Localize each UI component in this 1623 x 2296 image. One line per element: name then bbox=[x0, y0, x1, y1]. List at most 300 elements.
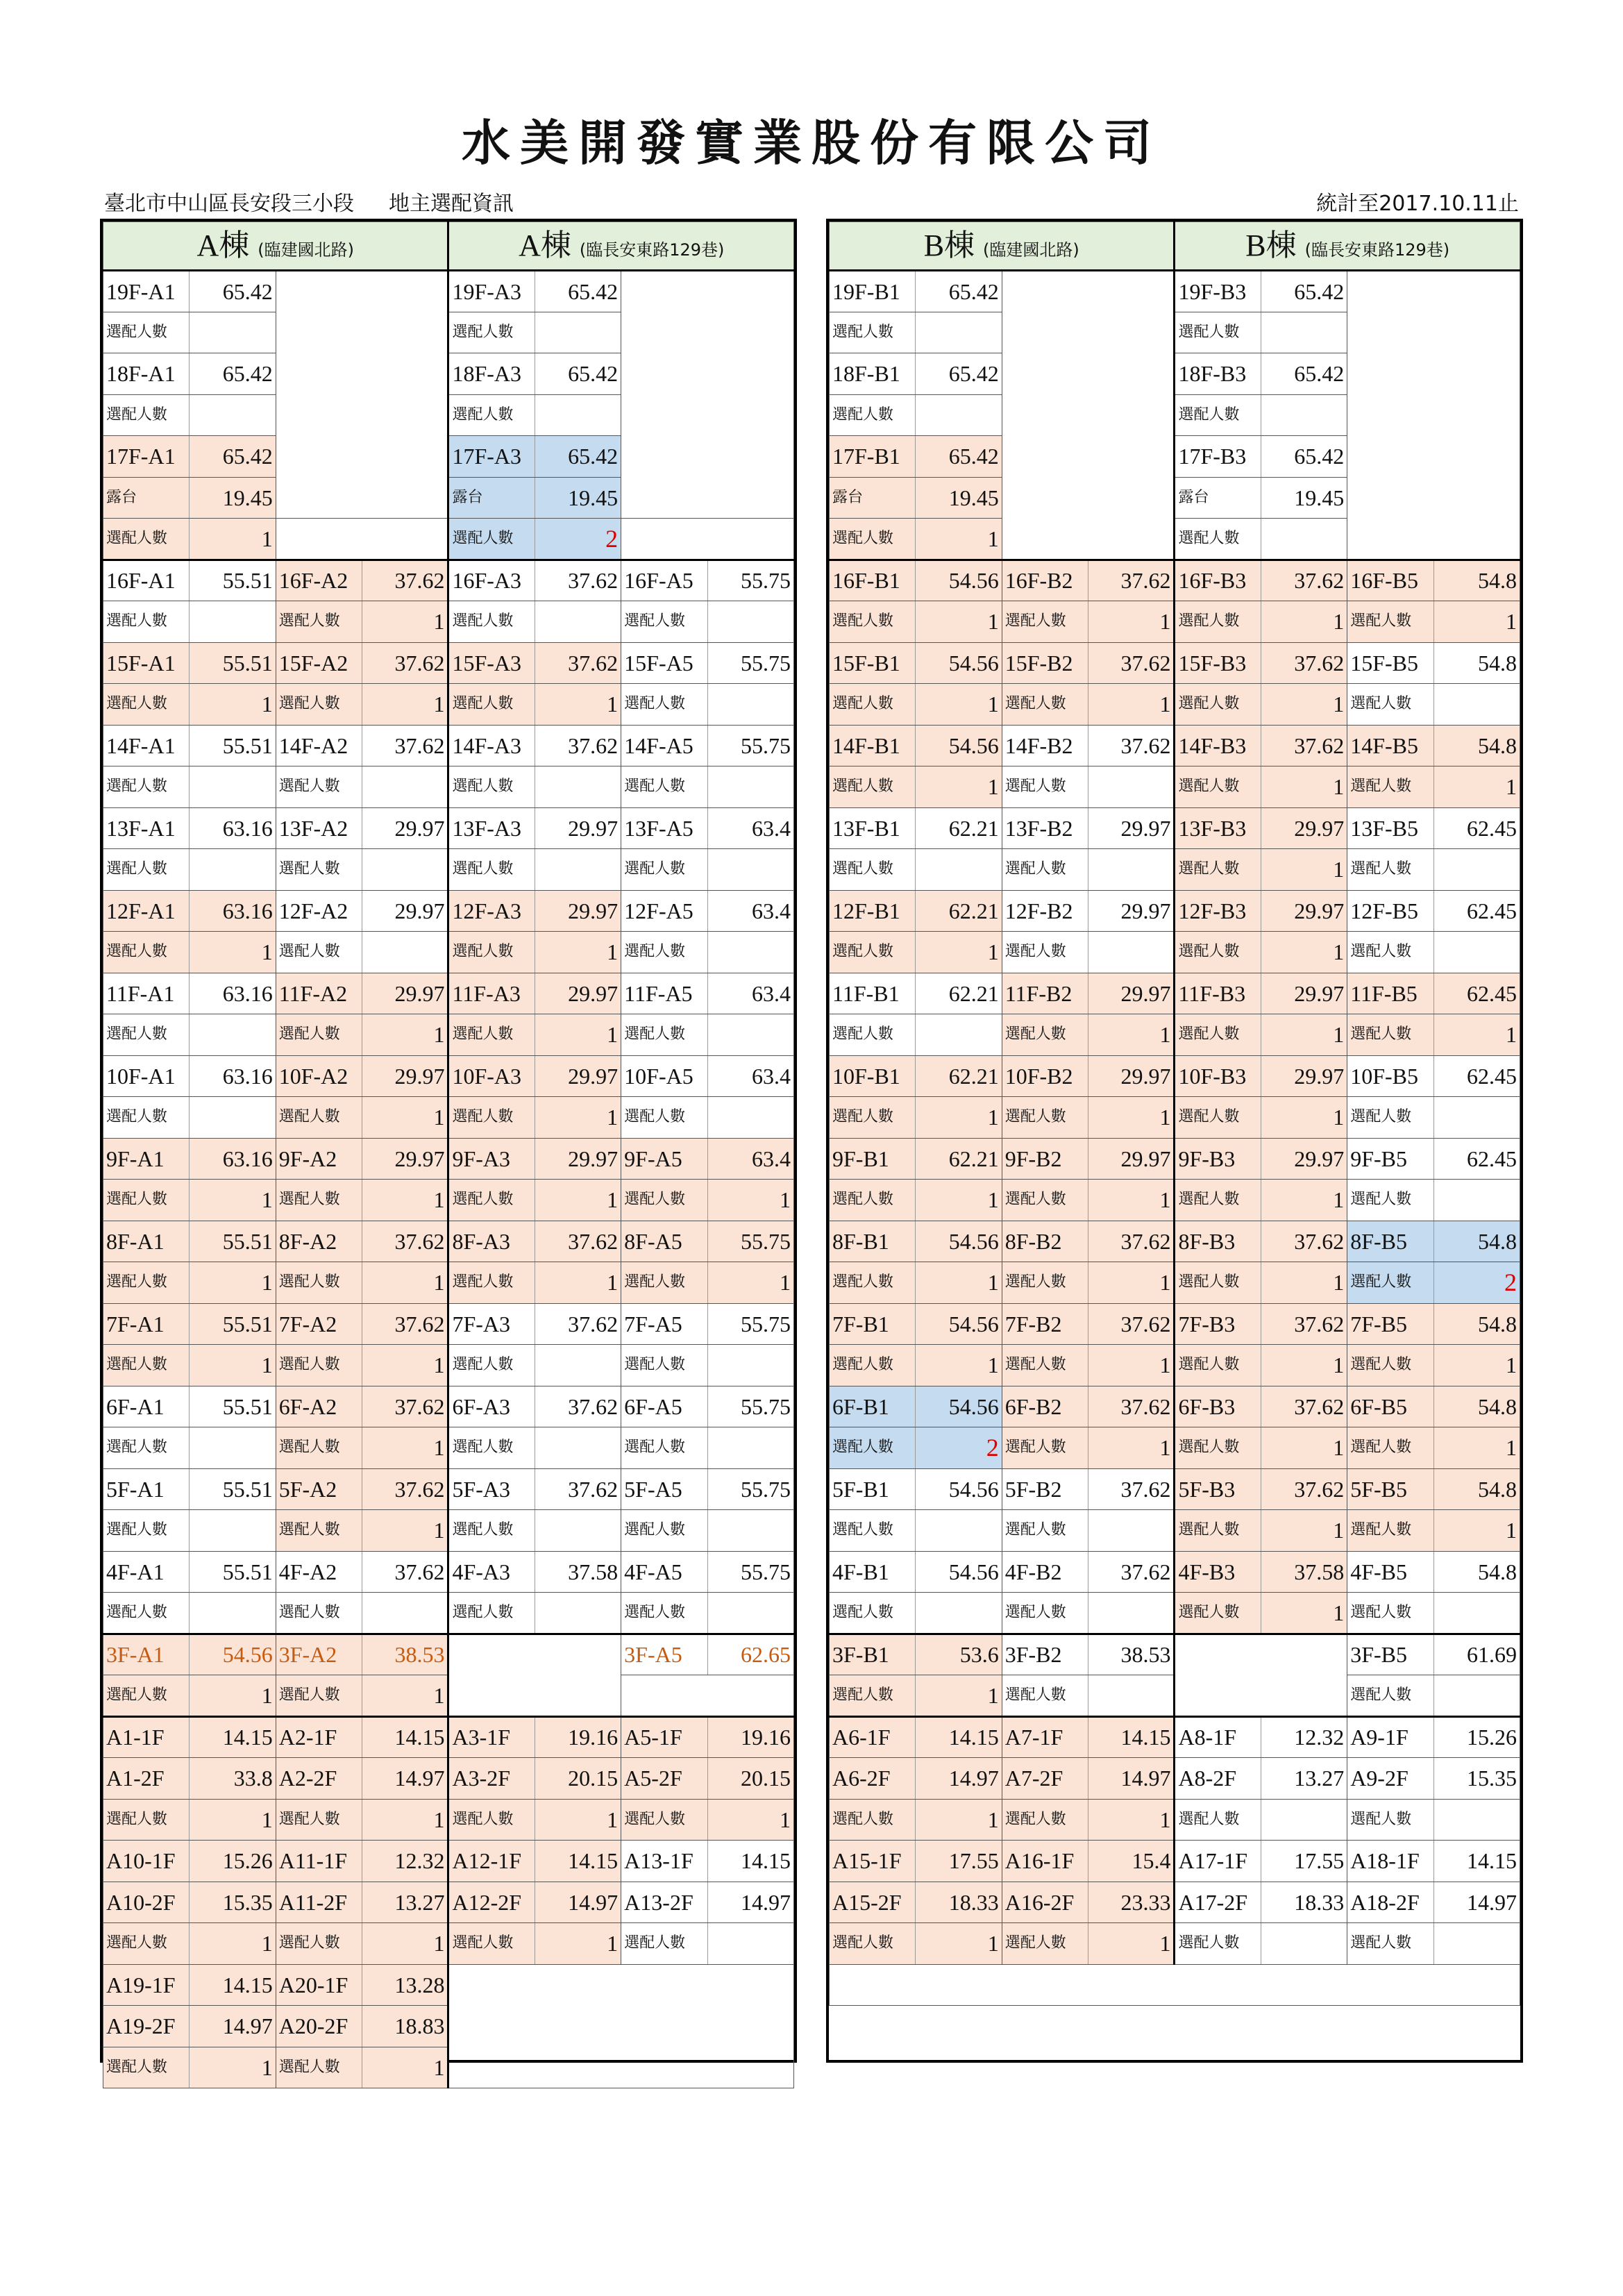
count-label: 選配人數 bbox=[1347, 1923, 1433, 1965]
unit-value: 14.15 bbox=[916, 1716, 1002, 1758]
count-label: 選配人數 bbox=[1175, 394, 1261, 436]
unit-label: 9F-B1 bbox=[830, 1138, 916, 1180]
unit-value: 29.97 bbox=[362, 807, 448, 849]
table-row bbox=[103, 1427, 794, 1469]
table-row bbox=[830, 642, 1520, 684]
empty-cell bbox=[621, 1675, 794, 1717]
unit-label: 4F-A5 bbox=[621, 1551, 707, 1593]
unit-value bbox=[1088, 1510, 1175, 1552]
unit-value: 62.45 bbox=[1433, 890, 1520, 932]
unit-label: 7F-B1 bbox=[830, 1303, 916, 1345]
unit-value: 55.51 bbox=[190, 725, 276, 766]
unit-value: 1 bbox=[1433, 1014, 1520, 1056]
unit-value: 17.55 bbox=[1261, 1841, 1347, 1882]
unit-label: A9-1F bbox=[1347, 1716, 1433, 1758]
unit-value bbox=[707, 1014, 793, 1056]
table-row bbox=[830, 1882, 1520, 1923]
unit-value: 54.8 bbox=[1433, 1303, 1520, 1345]
unit-value: 1 bbox=[535, 1799, 621, 1841]
unit-value: 1 bbox=[362, 1923, 448, 1965]
unit-value bbox=[1433, 1180, 1520, 1221]
unit-label: 9F-A5 bbox=[621, 1138, 707, 1180]
count-label: 選配人數 bbox=[103, 932, 190, 973]
unit-label: 10F-B5 bbox=[1347, 1055, 1433, 1097]
unit-value: 14.15 bbox=[190, 1716, 276, 1758]
unit-value: 62.65 bbox=[707, 1634, 793, 1675]
count-label: 選配人數 bbox=[103, 1923, 190, 1965]
location-subtitle bbox=[104, 186, 514, 217]
unit-label: 5F-B5 bbox=[1347, 1468, 1433, 1510]
unit-label: 19F-B1 bbox=[830, 271, 916, 312]
building-street-note: (臨建國北路) bbox=[258, 240, 354, 260]
unit-label: 12F-A3 bbox=[448, 890, 535, 932]
unit-label: 18F-B3 bbox=[1175, 353, 1261, 395]
count-label: 選配人數 bbox=[276, 2047, 362, 2088]
table-row bbox=[103, 1799, 794, 1841]
unit-label: 11F-A3 bbox=[448, 973, 535, 1014]
unit-value bbox=[1433, 1923, 1520, 1965]
unit-value: 15.4 bbox=[1088, 1841, 1175, 1882]
location-text: 臺北市中山區長安段三小段 bbox=[104, 192, 354, 216]
unit-value: 1 bbox=[1261, 1097, 1347, 1139]
unit-value bbox=[1433, 1675, 1520, 1717]
unit-value: 1 bbox=[916, 1799, 1002, 1841]
unit-value bbox=[1433, 932, 1520, 973]
unit-label: 15F-A5 bbox=[621, 642, 707, 684]
count-label: 選配人數 bbox=[1347, 1799, 1433, 1841]
count-label: 選配人數 bbox=[621, 1799, 707, 1841]
unit-label: 14F-A3 bbox=[448, 725, 535, 766]
unit-value: 29.97 bbox=[1261, 1055, 1347, 1097]
unit-value: 65.42 bbox=[190, 353, 276, 395]
unit-label: 10F-B3 bbox=[1175, 1055, 1261, 1097]
count-label: 選配人數 bbox=[830, 1593, 916, 1634]
unit-value bbox=[535, 1510, 621, 1552]
unit-value bbox=[1261, 519, 1347, 560]
unit-value: 65.42 bbox=[535, 436, 621, 478]
count-label: 選配人數 bbox=[103, 1262, 190, 1304]
unit-label: 7F-A1 bbox=[103, 1303, 190, 1345]
unit-value: 13.28 bbox=[362, 1964, 448, 2006]
unit-value: 19.16 bbox=[707, 1716, 793, 1758]
unit-label: 3F-A5 bbox=[621, 1634, 707, 1675]
unit-value: 55.75 bbox=[707, 1551, 793, 1593]
unit-label: 8F-B5 bbox=[1347, 1221, 1433, 1262]
unit-value: 63.16 bbox=[190, 890, 276, 932]
table-row bbox=[830, 766, 1520, 808]
count-label: 選配人數 bbox=[448, 1014, 535, 1056]
unit-value: 54.56 bbox=[190, 1634, 276, 1675]
unit-value: 55.75 bbox=[707, 1468, 793, 1510]
table-row bbox=[103, 1386, 794, 1427]
count-label: 選配人數 bbox=[1347, 1510, 1433, 1552]
table-row bbox=[103, 1138, 794, 1180]
unit-value: 1 bbox=[535, 684, 621, 726]
table-row bbox=[103, 1841, 794, 1882]
unit-label: A10-2F bbox=[103, 1882, 190, 1923]
unit-label: 4F-B2 bbox=[1002, 1551, 1088, 1593]
empty-cell bbox=[448, 1634, 621, 1716]
unit-value: 29.97 bbox=[362, 890, 448, 932]
count-label: 選配人數 bbox=[621, 1345, 707, 1386]
count-label: 選配人數 bbox=[830, 394, 916, 436]
unit-value: 12.32 bbox=[362, 1841, 448, 1882]
count-label: 選配人數 bbox=[103, 1427, 190, 1469]
count-label: 選配人數 bbox=[1347, 601, 1433, 643]
unit-label: 13F-B1 bbox=[830, 807, 916, 849]
unit-label: 18F-B1 bbox=[830, 353, 916, 395]
unit-label: 13F-A2 bbox=[276, 807, 362, 849]
unit-value: 63.16 bbox=[190, 1138, 276, 1180]
count-label: 選配人數 bbox=[448, 932, 535, 973]
count-label: 選配人數 bbox=[1002, 1427, 1088, 1469]
unit-value: 54.56 bbox=[916, 1221, 1002, 1262]
building-header bbox=[448, 222, 794, 271]
table-row bbox=[103, 1716, 794, 1758]
table-row bbox=[830, 560, 1520, 601]
count-label: 選配人數 bbox=[1175, 1593, 1261, 1634]
unit-label: A16-1F bbox=[1002, 1841, 1088, 1882]
unit-value bbox=[707, 1097, 793, 1139]
count-label: 選配人數 bbox=[830, 1014, 916, 1056]
unit-label: A2-1F bbox=[276, 1716, 362, 1758]
unit-value: 1 bbox=[362, 1014, 448, 1056]
count-label: 選配人數 bbox=[448, 1180, 535, 1221]
unit-value: 1 bbox=[535, 1014, 621, 1056]
unit-value: 1 bbox=[190, 932, 276, 973]
unit-label: 5F-A2 bbox=[276, 1468, 362, 1510]
count-label: 選配人數 bbox=[448, 1799, 535, 1841]
unit-value: 1 bbox=[1433, 601, 1520, 643]
unit-value: 38.53 bbox=[1088, 1634, 1175, 1675]
unit-label: 15F-B1 bbox=[830, 642, 916, 684]
count-label: 選配人數 bbox=[830, 312, 916, 353]
count-label: 選配人數 bbox=[830, 1262, 916, 1304]
unit-value: 54.8 bbox=[1433, 725, 1520, 766]
unit-value: 37.62 bbox=[1261, 725, 1347, 766]
unit-value: 37.62 bbox=[535, 1303, 621, 1345]
unit-value: 65.42 bbox=[1261, 353, 1347, 395]
building-street-note: (臨長安東路129巷) bbox=[579, 240, 725, 260]
count-label: 選配人數 bbox=[103, 684, 190, 726]
unit-value bbox=[190, 312, 276, 353]
count-label: 選配人數 bbox=[103, 1180, 190, 1221]
count-label: 選配人數 bbox=[276, 1097, 362, 1139]
unit-value: 37.62 bbox=[1261, 1386, 1347, 1427]
unit-label: 15F-B2 bbox=[1002, 642, 1088, 684]
unit-label: 10F-A5 bbox=[621, 1055, 707, 1097]
unit-value bbox=[916, 312, 1002, 353]
count-label: 選配人數 bbox=[1175, 1510, 1261, 1552]
table-row bbox=[103, 1593, 794, 1634]
unit-value bbox=[190, 1593, 276, 1634]
unit-value: 29.97 bbox=[535, 890, 621, 932]
unit-value: 1 bbox=[916, 601, 1002, 643]
count-label: 選配人數 bbox=[276, 1014, 362, 1056]
count-label: 露台 bbox=[103, 477, 190, 519]
unit-label: 18F-A1 bbox=[103, 353, 190, 395]
unit-value: 55.51 bbox=[190, 1221, 276, 1262]
table-row bbox=[103, 932, 794, 973]
unit-value: 37.62 bbox=[1261, 1221, 1347, 1262]
unit-label: 16F-A2 bbox=[276, 560, 362, 601]
count-label: 選配人數 bbox=[1002, 1923, 1088, 1965]
unit-value: 20.15 bbox=[707, 1758, 793, 1800]
unit-value: 1 bbox=[1088, 601, 1175, 643]
unit-label: 15F-B5 bbox=[1347, 642, 1433, 684]
unit-label: 9F-A2 bbox=[276, 1138, 362, 1180]
table-row bbox=[103, 890, 794, 932]
table-row bbox=[103, 1468, 794, 1510]
count-label: 選配人數 bbox=[1347, 684, 1433, 726]
unit-label: A13-1F bbox=[621, 1841, 707, 1882]
unit-value: 37.62 bbox=[1088, 1468, 1175, 1510]
count-label: 選配人數 bbox=[830, 1180, 916, 1221]
count-label: 選配人數 bbox=[276, 766, 362, 808]
unit-value: 14.97 bbox=[362, 1758, 448, 1800]
unit-value: 65.42 bbox=[1261, 271, 1347, 312]
unit-value: 1 bbox=[535, 1180, 621, 1221]
unit-value bbox=[362, 766, 448, 808]
unit-value: 55.51 bbox=[190, 560, 276, 601]
unit-value: 54.56 bbox=[916, 642, 1002, 684]
unit-value: 15.26 bbox=[190, 1841, 276, 1882]
unit-label: 6F-B5 bbox=[1347, 1386, 1433, 1427]
count-label: 選配人數 bbox=[1175, 1923, 1261, 1965]
table-row bbox=[830, 1427, 1520, 1469]
unit-label: 6F-B3 bbox=[1175, 1386, 1261, 1427]
table-row bbox=[103, 1055, 794, 1097]
unit-label: 15F-A3 bbox=[448, 642, 535, 684]
unit-value: 18.33 bbox=[916, 1882, 1002, 1923]
unit-value: 55.75 bbox=[707, 725, 793, 766]
unit-label: 10F-A2 bbox=[276, 1055, 362, 1097]
unit-value: 38.53 bbox=[362, 1634, 448, 1675]
unit-value: 18.33 bbox=[1261, 1882, 1347, 1923]
empty-cell bbox=[448, 1964, 794, 2088]
unit-value: 1 bbox=[1261, 1345, 1347, 1386]
unit-label: 6F-B1 bbox=[830, 1386, 916, 1427]
count-label: 選配人數 bbox=[830, 1799, 916, 1841]
unit-value: 18.83 bbox=[362, 2006, 448, 2047]
unit-label: A6-2F bbox=[830, 1758, 916, 1800]
table-row bbox=[103, 807, 794, 849]
count-label: 選配人數 bbox=[1002, 849, 1088, 891]
unit-label: 9F-B2 bbox=[1002, 1138, 1088, 1180]
count-label: 選配人數 bbox=[1175, 312, 1261, 353]
unit-value: 62.21 bbox=[916, 1055, 1002, 1097]
unit-value: 1 bbox=[1088, 1799, 1175, 1841]
unit-label: 13F-A1 bbox=[103, 807, 190, 849]
count-label: 選配人數 bbox=[1175, 1180, 1261, 1221]
unit-value bbox=[535, 1593, 621, 1634]
unit-value: 37.62 bbox=[362, 1468, 448, 1510]
count-label: 選配人數 bbox=[621, 1014, 707, 1056]
unit-value: 55.51 bbox=[190, 1303, 276, 1345]
table-row bbox=[830, 1841, 1520, 1882]
count-label: 選配人數 bbox=[1002, 601, 1088, 643]
unit-label: 12F-B5 bbox=[1347, 890, 1433, 932]
unit-value: 62.21 bbox=[916, 973, 1002, 1014]
count-label: 選配人數 bbox=[276, 932, 362, 973]
table-row bbox=[830, 1345, 1520, 1386]
unit-label: A8-2F bbox=[1175, 1758, 1261, 1800]
unit-value: 14.15 bbox=[707, 1841, 793, 1882]
count-label: 選配人數 bbox=[448, 1923, 535, 1965]
unit-value: 1 bbox=[190, 2047, 276, 2088]
table-row bbox=[830, 1221, 1520, 1262]
table-row bbox=[103, 973, 794, 1014]
count-label: 選配人數 bbox=[448, 1593, 535, 1634]
table-row bbox=[103, 1262, 794, 1304]
unit-value: 29.97 bbox=[1088, 807, 1175, 849]
unit-value: 29.97 bbox=[1261, 973, 1347, 1014]
unit-label: 14F-A2 bbox=[276, 725, 362, 766]
unit-value: 37.62 bbox=[362, 725, 448, 766]
empty-cell bbox=[621, 519, 794, 560]
unit-label: 11F-B1 bbox=[830, 973, 916, 1014]
unit-value bbox=[190, 766, 276, 808]
unit-value bbox=[190, 1510, 276, 1552]
unit-value: 14.97 bbox=[916, 1758, 1002, 1800]
unit-value bbox=[1261, 1799, 1347, 1841]
count-label: 選配人數 bbox=[1347, 849, 1433, 891]
count-value-highlight: 2 bbox=[1433, 1262, 1520, 1304]
count-label: 選配人數 bbox=[830, 1675, 916, 1717]
unit-value: 1 bbox=[1088, 684, 1175, 726]
unit-value: 62.45 bbox=[1433, 973, 1520, 1014]
table-row bbox=[830, 1634, 1520, 1675]
unit-value: 54.8 bbox=[1433, 1386, 1520, 1427]
unit-value: 62.45 bbox=[1433, 807, 1520, 849]
table-row bbox=[830, 1262, 1520, 1304]
unit-label: A20-2F bbox=[276, 2006, 362, 2047]
unit-value bbox=[535, 394, 621, 436]
unit-label: 12F-B1 bbox=[830, 890, 916, 932]
unit-value: 37.62 bbox=[1261, 1468, 1347, 1510]
count-label: 選配人數 bbox=[1002, 1180, 1088, 1221]
unit-value: 63.4 bbox=[707, 807, 793, 849]
count-label: 選配人數 bbox=[621, 601, 707, 643]
count-label: 選配人數 bbox=[1175, 1097, 1261, 1139]
unit-label: 15F-B3 bbox=[1175, 642, 1261, 684]
company-title: 水美開發實業股份有限公司 bbox=[462, 115, 1161, 171]
count-label: 選配人數 bbox=[1175, 1345, 1261, 1386]
unit-label: A7-1F bbox=[1002, 1716, 1088, 1758]
table-row bbox=[103, 1014, 794, 1056]
count-label: 選配人數 bbox=[1002, 766, 1088, 808]
unit-value: 1 bbox=[707, 1799, 793, 1841]
count-label: 選配人數 bbox=[1175, 766, 1261, 808]
unit-label: 7F-B3 bbox=[1175, 1303, 1261, 1345]
table-row bbox=[103, 1634, 794, 1675]
unit-value: 1 bbox=[707, 1180, 793, 1221]
unit-label: 8F-A3 bbox=[448, 1221, 535, 1262]
unit-value bbox=[1088, 932, 1175, 973]
unit-value: 14.97 bbox=[1088, 1758, 1175, 1800]
count-label: 選配人數 bbox=[830, 932, 916, 973]
unit-label: A11-1F bbox=[276, 1841, 362, 1882]
unit-value: 63.4 bbox=[707, 890, 793, 932]
unit-value bbox=[707, 1510, 793, 1552]
unit-label: 6F-B2 bbox=[1002, 1386, 1088, 1427]
unit-value: 1 bbox=[190, 684, 276, 726]
count-label: 選配人數 bbox=[1347, 1014, 1433, 1056]
unit-value: 62.21 bbox=[916, 1138, 1002, 1180]
count-label: 選配人數 bbox=[448, 1427, 535, 1469]
unit-value bbox=[707, 1923, 793, 1965]
unit-label: 16F-B1 bbox=[830, 560, 916, 601]
unit-value: 55.75 bbox=[707, 1221, 793, 1262]
unit-value: 1 bbox=[916, 766, 1002, 808]
count-label: 選配人數 bbox=[276, 601, 362, 643]
unit-value: 17.55 bbox=[916, 1841, 1002, 1882]
unit-label: 16F-A5 bbox=[621, 560, 707, 601]
unit-value: 37.62 bbox=[1088, 725, 1175, 766]
unit-value bbox=[1088, 1675, 1175, 1717]
unit-value bbox=[916, 394, 1002, 436]
count-label: 選配人數 bbox=[830, 766, 916, 808]
count-label: 選配人數 bbox=[276, 1593, 362, 1634]
unit-value: 1 bbox=[1261, 601, 1347, 643]
count-label: 選配人數 bbox=[103, 394, 190, 436]
table-row bbox=[830, 1551, 1520, 1593]
unit-value: 63.16 bbox=[190, 807, 276, 849]
unit-value: 54.56 bbox=[916, 560, 1002, 601]
count-label: 選配人數 bbox=[621, 932, 707, 973]
unit-value bbox=[1433, 849, 1520, 891]
count-label: 選配人數 bbox=[1347, 932, 1433, 973]
unit-value: 63.4 bbox=[707, 973, 793, 1014]
unit-label: 16F-A3 bbox=[448, 560, 535, 601]
unit-value bbox=[1433, 1593, 1520, 1634]
unit-label: A11-2F bbox=[276, 1882, 362, 1923]
unit-value: 1 bbox=[1088, 1014, 1175, 1056]
unit-value bbox=[707, 932, 793, 973]
count-label: 選配人數 bbox=[1175, 932, 1261, 973]
unit-label: 12F-B2 bbox=[1002, 890, 1088, 932]
unit-value: 14.15 bbox=[190, 1964, 276, 2006]
unit-value: 19.16 bbox=[535, 1716, 621, 1758]
unit-value: 29.97 bbox=[1088, 1138, 1175, 1180]
count-label: 選配人數 bbox=[276, 684, 362, 726]
building-name: A棟 bbox=[196, 228, 250, 262]
building-name: A棟 bbox=[519, 228, 571, 262]
unit-value: 1 bbox=[190, 519, 276, 560]
unit-value: 54.56 bbox=[916, 725, 1002, 766]
count-label: 選配人數 bbox=[1175, 1427, 1261, 1469]
table-row bbox=[103, 271, 794, 312]
count-label: 選配人數 bbox=[1347, 1097, 1433, 1139]
table-row bbox=[103, 1758, 794, 1800]
table-row bbox=[830, 1138, 1520, 1180]
unit-label: 4F-B5 bbox=[1347, 1551, 1433, 1593]
unit-value: 14.15 bbox=[1433, 1841, 1520, 1882]
count-label: 選配人數 bbox=[1347, 1427, 1433, 1469]
table-row bbox=[103, 1221, 794, 1262]
count-label: 選配人數 bbox=[448, 1345, 535, 1386]
unit-value: 1 bbox=[916, 1262, 1002, 1304]
unit-value: 54.8 bbox=[1433, 560, 1520, 601]
unit-value: 13.27 bbox=[362, 1882, 448, 1923]
table-row bbox=[830, 684, 1520, 726]
unit-value bbox=[190, 394, 276, 436]
unit-value: 29.97 bbox=[1088, 973, 1175, 1014]
unit-value bbox=[707, 1427, 793, 1469]
unit-value: 37.62 bbox=[1261, 1303, 1347, 1345]
unit-value bbox=[535, 601, 621, 643]
table-row bbox=[103, 1303, 794, 1345]
